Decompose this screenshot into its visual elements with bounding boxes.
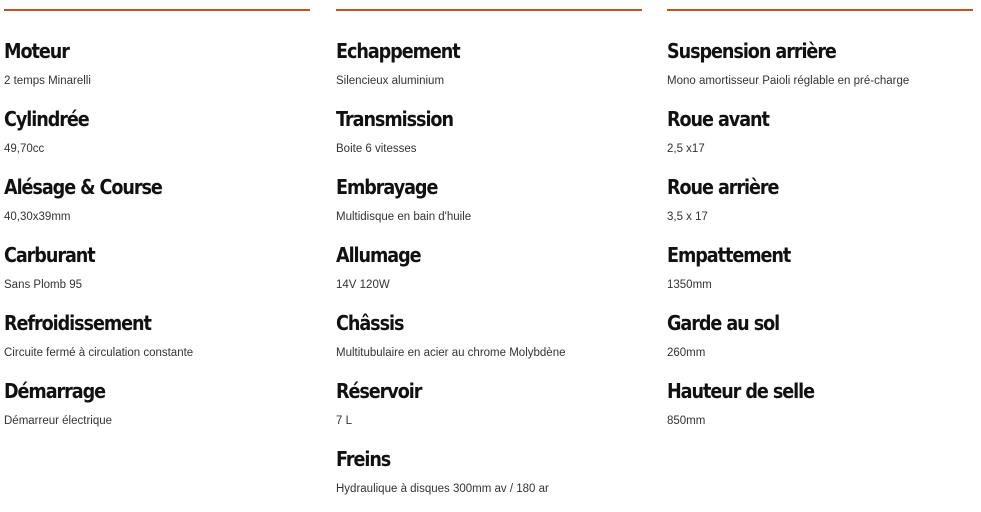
spec-item [336,444,642,512]
spec-value: Démarreur électrique [4,415,113,427]
spec-value: Silencieux aluminium [336,75,445,87]
spec-value: 40,30x39mm [4,211,71,223]
spec-item [667,36,973,104]
spec-label: Empattement [667,243,791,267]
spec-list [667,36,973,444]
column-divider [336,9,642,11]
spec-value: Multitubulaire en acier au chrome Molybdène [336,347,566,359]
spec-value: 14V 120W [336,279,390,291]
spec-label: Allumage [336,243,421,267]
spec-label: Châssis [336,311,404,335]
spec-item [667,308,973,376]
spec-item [4,240,310,308]
spec-item [336,104,642,172]
spec-value: 7 L [336,415,352,427]
spec-value: 49,70cc [4,143,45,155]
spec-item [4,308,310,376]
spec-value: 2 temps Minarelli [4,75,91,87]
spec-label: Garde au sol [667,311,780,335]
spec-label: Suspension arrière [667,39,836,63]
spec-label: Freins [336,447,391,471]
spec-label: Roue arrière [667,175,779,199]
spec-list [336,36,642,512]
spec-value: Mono amortisseur Paioli réglable en pré-charge [667,75,910,87]
spec-label: Refroidissement [4,311,151,335]
spec-value: Multidisque en bain d'huile [336,211,472,223]
spec-value: 3,5 x 17 [667,211,708,223]
spec-label: Moteur [4,39,69,63]
spec-label: Roue avant [667,107,769,131]
spec-item [4,36,310,104]
spec-item [4,104,310,172]
spec-label: Echappement [336,39,460,63]
spec-item [4,376,310,444]
spec-label: Réservoir [336,379,422,403]
spec-item [336,308,642,376]
spec-value: Boite 6 vitesses [336,143,417,155]
spec-label: Démarrage [4,379,106,403]
spec-value: 2,5 x17 [667,143,705,155]
spec-label: Alésage & Course [4,175,162,199]
spec-value: Hydraulique à disques 300mm av / 180 ar [336,483,549,495]
spec-item [667,172,973,240]
column-divider [4,9,310,11]
spec-item [667,240,973,308]
column-divider [667,9,973,11]
spec-item [336,376,642,444]
spec-item [667,104,973,172]
spec-value: 260mm [667,347,706,359]
spec-value: 850mm [667,415,706,427]
spec-value: 1350mm [667,279,712,291]
spec-item [336,36,642,104]
spec-label: Hauteur de selle [667,379,815,403]
spec-item [667,376,973,444]
spec-label: Embrayage [336,175,438,199]
spec-label: Cylindrée [4,107,89,131]
spec-label: Transmission [336,107,453,131]
spec-value: Sans Plomb 95 [4,279,82,291]
spec-value: Circuite fermé à circulation constante [4,347,194,359]
spec-item [4,172,310,240]
spec-label: Carburant [4,243,95,267]
spec-item [336,240,642,308]
spec-list [4,36,310,444]
spec-item [336,172,642,240]
